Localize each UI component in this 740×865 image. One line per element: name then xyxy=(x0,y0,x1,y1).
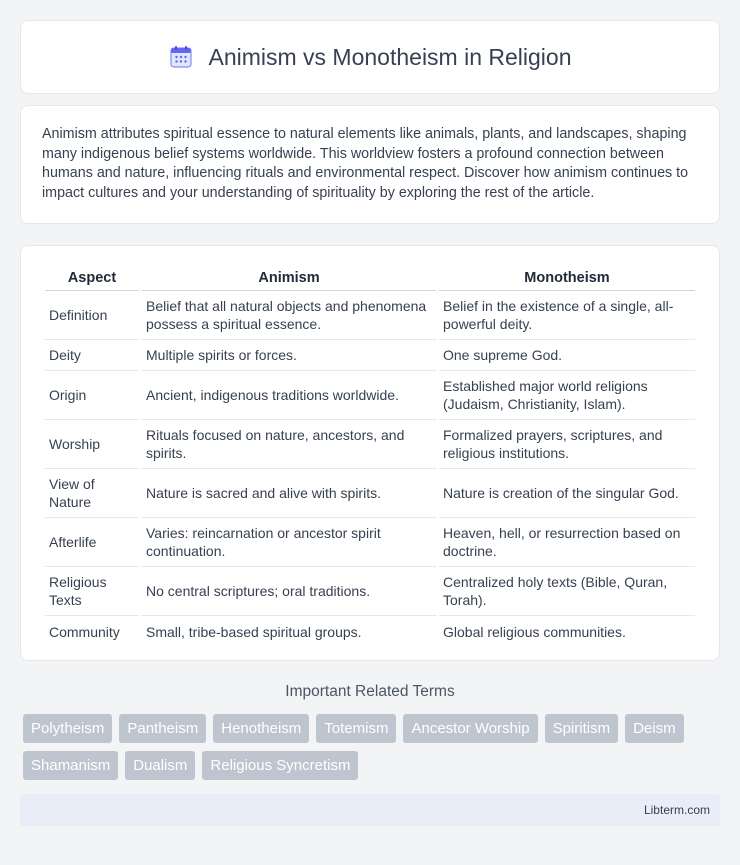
tag-ancestor-worship[interactable]: Ancestor Worship xyxy=(403,714,537,743)
tag-shamanism[interactable]: Shamanism xyxy=(23,751,118,780)
cell-monotheism: Heaven, hell, or resurrection based on doctrine. xyxy=(439,518,695,567)
header-monotheism: Monotheism xyxy=(439,266,695,291)
page-title: Animism vs Monotheism in Religion xyxy=(208,43,572,70)
cell-animism: No central scriptures; oral traditions. xyxy=(142,567,436,616)
cell-monotheism: Global religious communities. xyxy=(443,623,626,640)
tag-polytheism[interactable]: Polytheism xyxy=(23,714,112,743)
cell-animism: Rituals focused on nature, ancestors, and spirits. xyxy=(142,420,436,469)
cell-monotheism: Formalized prayers, scriptures, and religious institutions. xyxy=(439,420,695,469)
table-row xyxy=(45,518,695,567)
cell-aspect: Community xyxy=(49,623,120,640)
tag-henotheism[interactable]: Henotheism xyxy=(213,714,309,743)
table-row xyxy=(45,616,695,647)
comparison-table-card xyxy=(20,245,720,661)
tag-dualism[interactable]: Dualism xyxy=(125,751,195,780)
cell-aspect: Afterlife xyxy=(45,518,139,567)
cell-monotheism: Belief in the existence of a single, all-powerful deity. xyxy=(439,291,695,340)
cell-animism: Belief that all natural objects and phenomena possess a spiritual essence. xyxy=(142,291,436,340)
tag-spiritism[interactable]: Spiritism xyxy=(545,714,619,743)
cell-animism: Small, tribe-based spiritual groups. xyxy=(146,623,362,640)
intro-card xyxy=(20,105,720,224)
table-row xyxy=(45,291,695,340)
related-terms-title: Important Related Terms xyxy=(285,683,455,701)
intro-text: Animism attributes spiritual essence to natural elements like animals, plants, and landscapes, shaping many indigenous belief systems worldwide. This worldview fosters a profound connection between humans and nature, influencing rituals and environmental respect. Discover how animism continues to impact cultures and your understanding of spirituality by exploring the rest of the article. xyxy=(42,126,689,201)
cell-aspect: Religious Texts xyxy=(45,567,139,616)
table-row xyxy=(45,567,695,616)
cell-monotheism: Nature is creation of the singular God. xyxy=(439,469,695,518)
related-terms-list xyxy=(20,714,720,780)
table-row xyxy=(45,371,695,420)
tag-pantheism[interactable]: Pantheism xyxy=(119,714,206,743)
cell-aspect: View of Nature xyxy=(45,469,139,518)
tag-totemism[interactable]: Totemism xyxy=(316,714,396,743)
cell-aspect: Worship xyxy=(45,420,139,469)
cell-monotheism: One supreme God. xyxy=(439,340,695,371)
cell-animism: Nature is sacred and alive with spirits. xyxy=(142,469,436,518)
table-row xyxy=(45,469,695,518)
header-aspect: Aspect xyxy=(45,266,139,291)
header-animism: Animism xyxy=(142,266,436,291)
cell-aspect: Definition xyxy=(45,291,139,340)
cell-animism: Multiple spirits or forces. xyxy=(142,340,436,371)
table-row xyxy=(45,340,695,371)
table-header-row xyxy=(45,266,695,291)
cell-aspect: Origin xyxy=(45,371,139,420)
calendar-icon xyxy=(168,44,194,70)
cell-animism: Varies: reincarnation or ancestor spirit continuation. xyxy=(142,518,436,567)
cell-animism: Ancient, indigenous traditions worldwide. xyxy=(142,371,436,420)
footer xyxy=(20,794,720,826)
footer-site-link[interactable]: Libterm.com xyxy=(643,803,710,818)
cell-monotheism: Established major world religions (Judaism, Christianity, Islam). xyxy=(439,371,695,420)
tag-religious-syncretism[interactable]: Religious Syncretism xyxy=(202,751,358,780)
title-card xyxy=(20,20,720,94)
cell-monotheism: Centralized holy texts (Bible, Quran, Torah). xyxy=(439,567,695,616)
cell-aspect: Deity xyxy=(45,340,139,371)
comparison-table xyxy=(42,266,698,647)
tag-deism[interactable]: Deism xyxy=(625,714,684,743)
table-row xyxy=(45,420,695,469)
